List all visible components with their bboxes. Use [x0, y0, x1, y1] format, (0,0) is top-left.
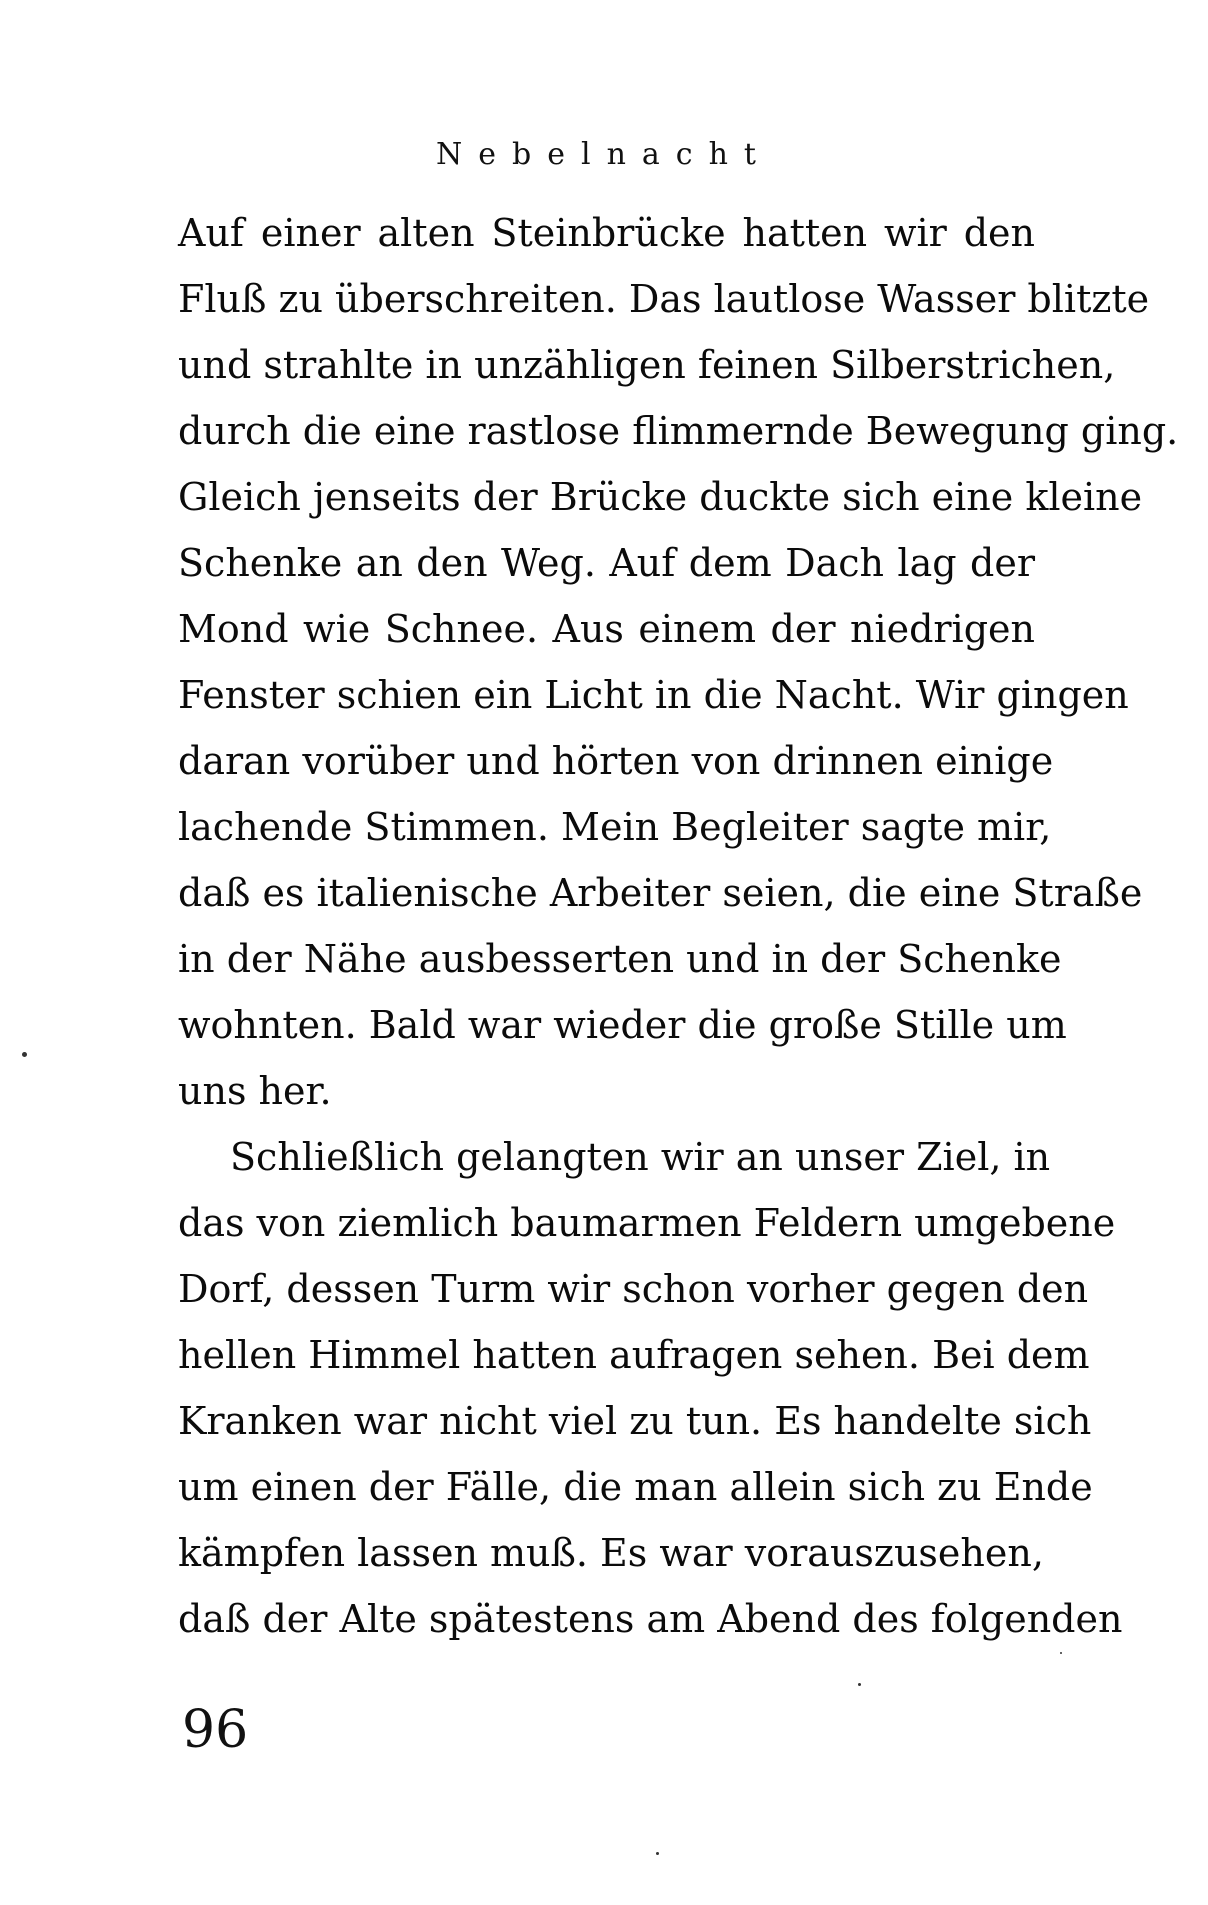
text-line: wohnten. Bald war wieder die große Stille um	[178, 1003, 1067, 1047]
text-line: Dorf, dessen Turm wir schon vorher gegen den	[178, 1267, 1089, 1311]
text-line: Fluß zu überschreiten. Das lautlose Wasser blitzte	[178, 277, 1150, 321]
text-line: daß der Alte spätestens am Abend des folgenden	[178, 1597, 1123, 1641]
scan-speck	[858, 1683, 861, 1686]
text-line: durch die eine rastlose flimmernde Bewegung ging.	[178, 409, 1179, 453]
scan-speck	[656, 1852, 659, 1855]
scan-speck	[22, 1052, 27, 1057]
text-line: kämpfen lassen muß. Es war vorauszusehen,	[178, 1531, 1044, 1575]
text-line: Auf einer alten Steinbrücke hatten wir den	[178, 211, 1035, 255]
text-line: lachende Stimmen. Mein Begleiter sagte mir,	[178, 805, 1052, 849]
text-line: Fenster schien ein Licht in die Nacht. Wir gingen	[178, 673, 1129, 717]
scan-speck	[1060, 1652, 1062, 1654]
text-line: Kranken war nicht viel zu tun. Es handelte sich	[178, 1399, 1092, 1443]
text-line: in der Nähe ausbesserten und in der Schenke	[178, 937, 1062, 981]
text-line: um einen der Fälle, die man allein sich zu Ende	[178, 1465, 1093, 1509]
text-line: Schenke an den Weg. Auf dem Dach lag der	[178, 541, 1035, 585]
text-line: Mond wie Schnee. Aus einem der niedrigen	[178, 607, 1035, 651]
body-text	[178, 200, 1179, 1652]
text-line: daran vorüber und hörten von drinnen einige	[178, 739, 1054, 783]
text-line: und strahlte in unzähligen feinen Silberstrichen,	[178, 343, 1116, 387]
running-head: Nebelnacht	[436, 137, 772, 172]
text-line: daß es italienische Arbeiter seien, die eine Straße	[178, 871, 1143, 915]
text-line: uns her.	[178, 1069, 332, 1113]
page-number: 96	[182, 1700, 249, 1760]
text-line: Schließlich gelangten wir an unser Ziel, in	[230, 1135, 1051, 1179]
text-line: das von ziemlich baumarmen Feldern umgebene	[178, 1201, 1116, 1245]
text-line: hellen Himmel hatten aufragen sehen. Bei dem	[178, 1333, 1090, 1377]
text-line: Gleich jenseits der Brücke duckte sich eine kleine	[178, 475, 1143, 519]
